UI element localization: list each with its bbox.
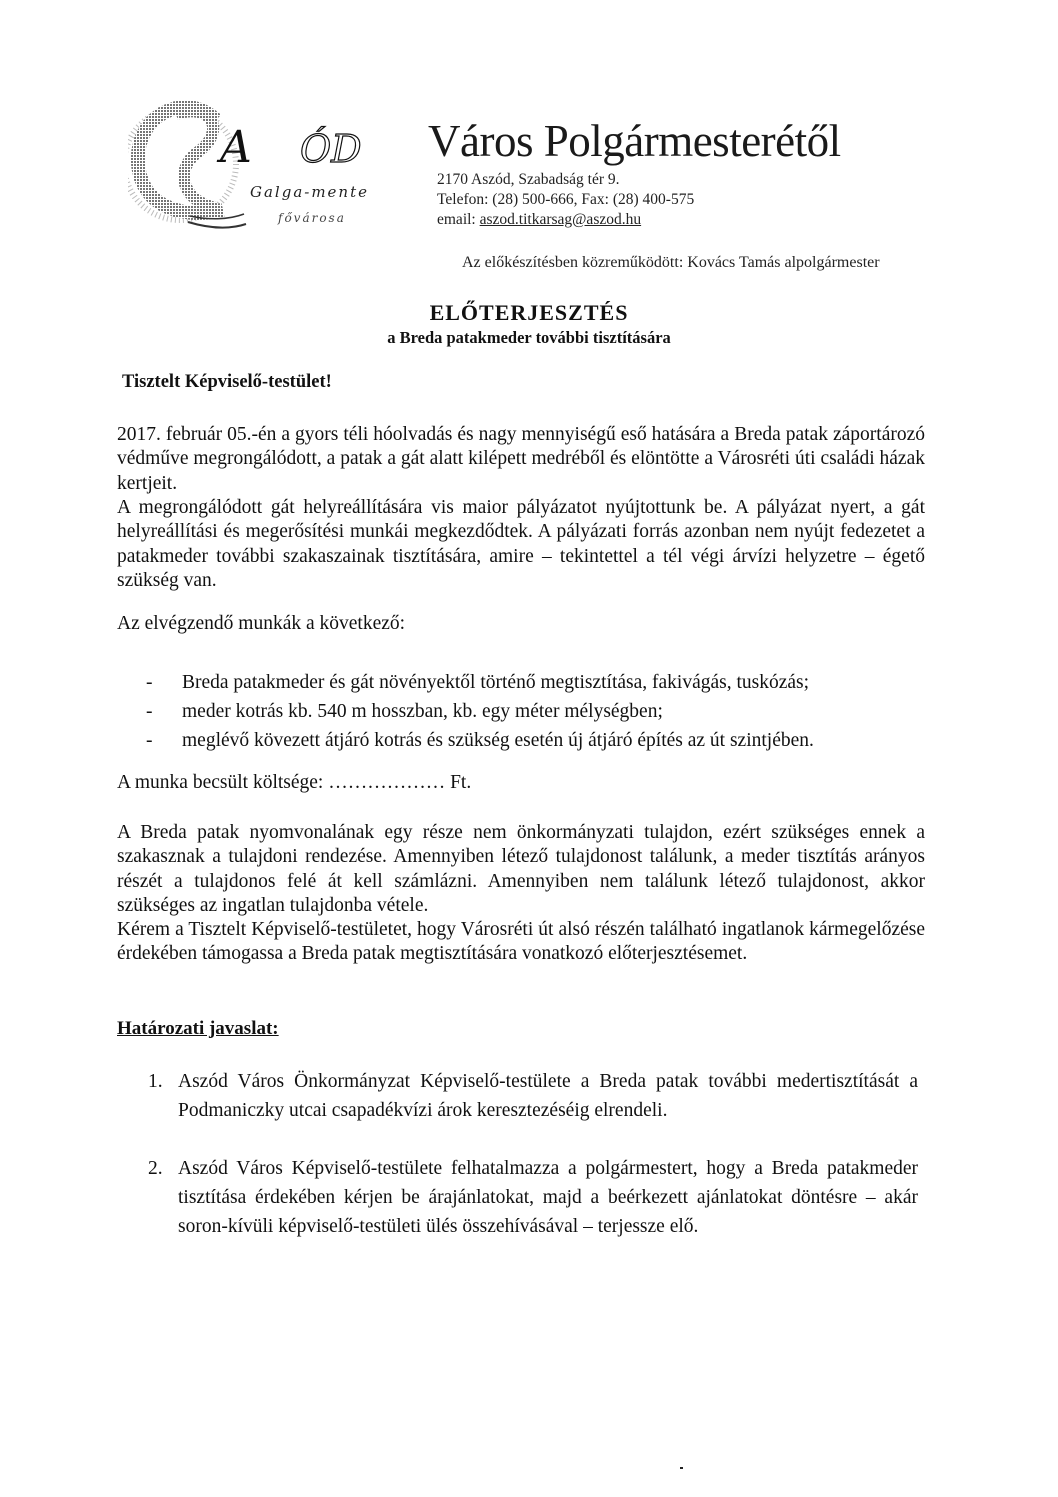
resolution-number: 1. [148, 1071, 163, 1092]
paragraph-ownership: A Breda patak nyomvonalának egy része nem önkormányzati tulajdon, ezért szükséges ennek a szakasznak a tulajdoni rendezése. Amennyiben létező tulajdonost találunk, a meder tisztítás arányos részét a tulajdonos felé át kell számlázni. Amennyiben nem találunk létező tulajdonost, akkor szükséges az ingatlan tulajdonba vétele. [117, 822, 925, 917]
paragraph-request: Kérem a Tisztelt Képviselő-testületet, hogy Városréti út alsó részén található ingatlanok kármegelőzése érdekében támogassa a Breda patak megtisztítására vonatkozó előterjesztésemet. [117, 919, 925, 965]
resolution-text: Aszód Város Önkormányzat Képviselő-testülete a Breda patak további medertisztítását a Podmaniczky utcai csapadékvízi árok keresztezéséig elrendeli. [178, 1071, 918, 1121]
resolution-list [148, 1067, 918, 1241]
paragraph-flood-event: 2017. február 05.-én a gyors téli hóolvadás és nagy mennyiségű eső hatására a Breda patak záportározó védműve megrongálódott, a patak a gát alatt kilépett medréből és elöntötte a Városréti úti családi házak kertjeit. [117, 424, 925, 494]
letterhead-address: 2170 Aszód, Szabadság tér 9. [437, 171, 620, 188]
estimated-cost-line: A munka becsült költsége: ……………… Ft. [117, 772, 472, 793]
resolution-number: 2. [148, 1158, 163, 1179]
resolution-item [148, 1154, 918, 1241]
email-link[interactable]: aszod.titkarsag@aszod.hu [479, 211, 642, 228]
document-title: ELŐTERJESZTÉS [429, 300, 629, 325]
resolution-text: Aszód Város Képviselő-testülete felhatalmazza a polgármestert, hogy a Breda patakmeder tisztítása érdekében kérjen be árajánlatokat, majd a beérkezett ajánlatokat döntésre – akár soron-kívüli képviselő-testületi ülés összehívásával – terjessze elő. [178, 1158, 918, 1237]
bullet-dash-icon: - [146, 672, 153, 693]
task-list-item [146, 726, 936, 755]
bullet-dash-icon: - [146, 730, 153, 751]
scan-speck [680, 1467, 683, 1469]
logo-tagline-2: fővárosa [278, 211, 346, 225]
aszod-crest-logo-icon [128, 92, 368, 242]
bullet-dash-icon: - [146, 701, 153, 722]
letterhead-email-line [437, 210, 641, 229]
letterhead-title: Város Polgármesterétől [428, 116, 841, 166]
paragraph-works-intro: Az elvégzendő munkák a következő: [117, 613, 406, 634]
task-text: meder kotrás kb. 540 m hosszban, kb. egy méter mélységben; [182, 701, 663, 722]
logo-letters-od: ÓD [300, 127, 362, 171]
task-list-item [146, 668, 936, 697]
letterhead-phone-fax: Telefon: (28) 500-666, Fax: (28) 400-575 [437, 191, 695, 208]
paragraph-grant-application: A megrongálódott gát helyreállítására vis maior pályázatot nyújtottunk be. A pályázat nyert, a gát helyreállítási és megerősítési munkái megkezdődtek. A pályázati forrás azonban nem nyújt fedezetet a patakmeder további szakaszainak tisztítására, amire – tekintettel a tél végi árvízi helyzetre – égető szükség van. [117, 497, 925, 592]
logo-letter-a: A [220, 122, 252, 173]
task-text: Breda patakmeder és gát növényektől történő megtisztítása, fakivágás, tuskózás; [182, 672, 810, 693]
logo-tagline-1: Galga-mente [250, 183, 368, 201]
document-subtitle: a Breda patakmeder további tisztítására [387, 328, 671, 347]
task-list [146, 668, 936, 755]
email-label: email: [437, 211, 480, 228]
salutation: Tisztelt Képviselő-testület! [122, 372, 332, 392]
resolution-heading: Határozati javaslat: [117, 1018, 279, 1039]
prepared-by-note: Az előkészítésben közreműködött: Kovács Tamás alpolgármester [462, 254, 880, 271]
task-list-item [146, 697, 936, 726]
resolution-item [148, 1067, 918, 1125]
task-text: meglévő kövezett átjáró kotrás és szükség esetén új átjáró építés az út szintjében. [182, 730, 814, 751]
